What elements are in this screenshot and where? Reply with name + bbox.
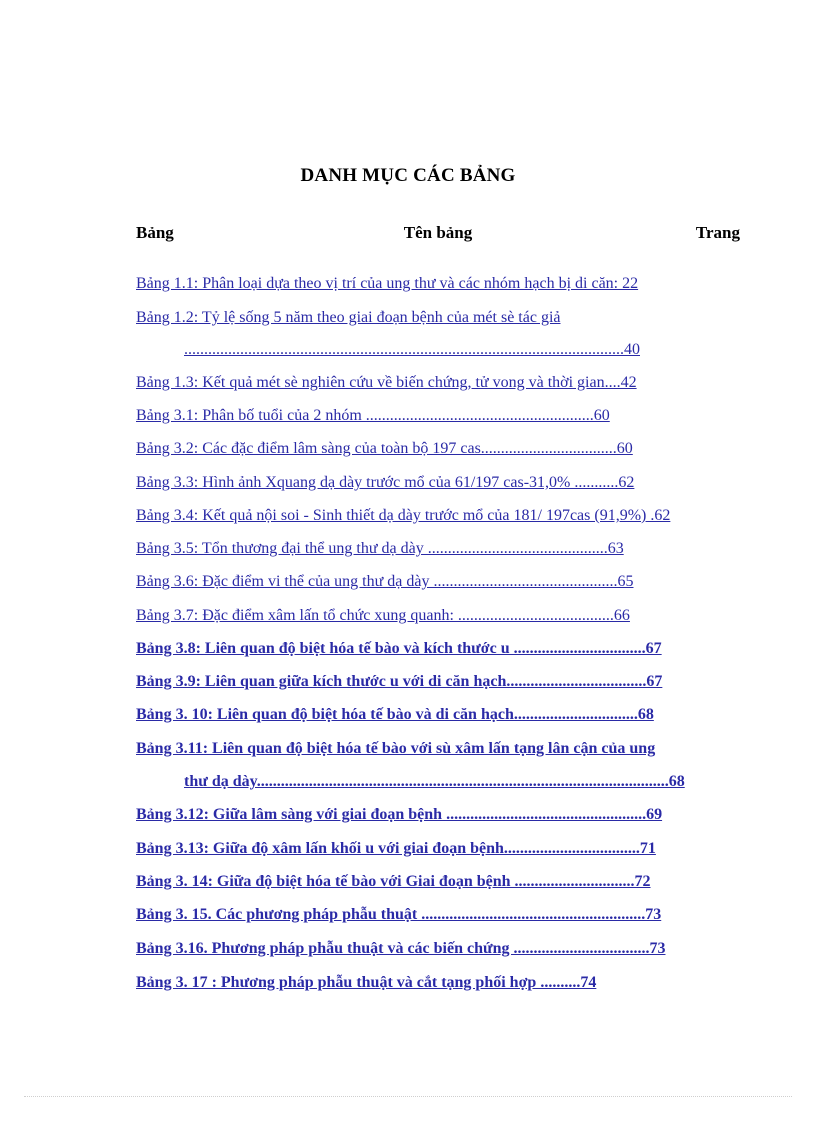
toc-entry-1-2-page[interactable]: ..............................................................................................................40	[184, 341, 640, 358]
toc-entry-3-7[interactable]: Bảng 3.7: Đặc điểm xâm lấn tổ chức xung quanh: .......................................66	[136, 607, 630, 624]
toc-entry-1-2[interactable]: Bảng 1.2: Tỷ lệ sống 5 năm theo giai đoạn bệnh của mét sè tác giả	[136, 309, 561, 326]
toc-entry-3-1[interactable]: Bảng 3.1: Phân bố tuổi của 2 nhóm .........................................................60	[136, 407, 610, 424]
toc-entry-3-16[interactable]: Bảng 3.16. Phương pháp phẫu thuật và các biến chứng ..................................73	[136, 940, 666, 957]
header-col-page: Trang	[695, 223, 740, 242]
toc-entry-3-3[interactable]: Bảng 3.3: Hình ảnh Xquang dạ dày trước mổ của 61/197 cas-31,0% ...........62	[136, 474, 635, 491]
toc-entry-3-11-cont[interactable]: thư dạ dày.......................................................................................................68	[184, 773, 685, 790]
page-title: DANH MỤC CÁC BẢNG	[300, 165, 516, 186]
toc-entry-3-11[interactable]: Bảng 3.11: Liên quan độ biệt hóa tế bào với sù xâm lấn tạng lân cận của ung	[136, 740, 656, 757]
toc-entry-3-9[interactable]: Bảng 3.9: Liên quan giữa kích thước u với di căn hạch...................................67	[136, 673, 663, 690]
toc-entry-3-5[interactable]: Bảng 3.5: Tổn thương đại thể ung thư dạ dày .............................................63	[136, 540, 624, 557]
header-col-name: Tên bảng	[403, 223, 473, 242]
page-footer-rule	[24, 1096, 792, 1097]
toc-entry-3-10[interactable]: Bảng 3. 10: Liên quan độ biệt hóa tế bào và di căn hạch...............................68	[136, 706, 654, 723]
toc-entry-3-17[interactable]: Bảng 3. 17 : Phương pháp phẫu thuật và cắt tạng phối hợp ..........74	[136, 974, 597, 991]
toc-entry-3-15[interactable]: Bảng 3. 15. Các phương pháp phẫu thuật ........................................................73	[136, 906, 662, 923]
toc-entry-3-4[interactable]: Bảng 3.4: Kết quả nội soi - Sinh thiết dạ dày trước mổ của 181/ 197cas (91,9%) .62	[136, 507, 671, 524]
toc-entry-1-3[interactable]: Bảng 1.3: Kết quả mét sè nghiên cứu về biến chứng, tử vong và thời gian....42	[136, 374, 637, 391]
toc-entry-3-6[interactable]: Bảng 3.6: Đặc điểm vi thể của ung thư dạ dày ..............................................65	[136, 573, 634, 590]
toc-entry-1-1[interactable]: Bảng 1.1: Phân loại dựa theo vị trí của ung thư và các nhóm hạch bị di căn: 22	[136, 275, 639, 292]
toc-entry-3-2[interactable]: Bảng 3.2: Các đặc điểm lâm sàng của toàn bộ 197 cas..................................60	[136, 440, 633, 457]
toc-entry-3-14[interactable]: Bảng 3. 14: Giữa độ biệt hóa tế bào với Giai đoạn bệnh ..............................72	[136, 873, 651, 890]
toc-entry-3-8[interactable]: Bảng 3.8: Liên quan độ biệt hóa tế bào và kích thước u .................................67	[136, 640, 662, 657]
header-col-table: Bảng	[136, 223, 174, 242]
toc-entry-3-13[interactable]: Bảng 3.13: Giữa độ xâm lấn khối u với giai đoạn bệnh..................................71	[136, 840, 656, 857]
toc-entry-3-12[interactable]: Bảng 3.12: Giữa lâm sàng với giai đoạn bệnh ..................................................69	[136, 806, 663, 823]
